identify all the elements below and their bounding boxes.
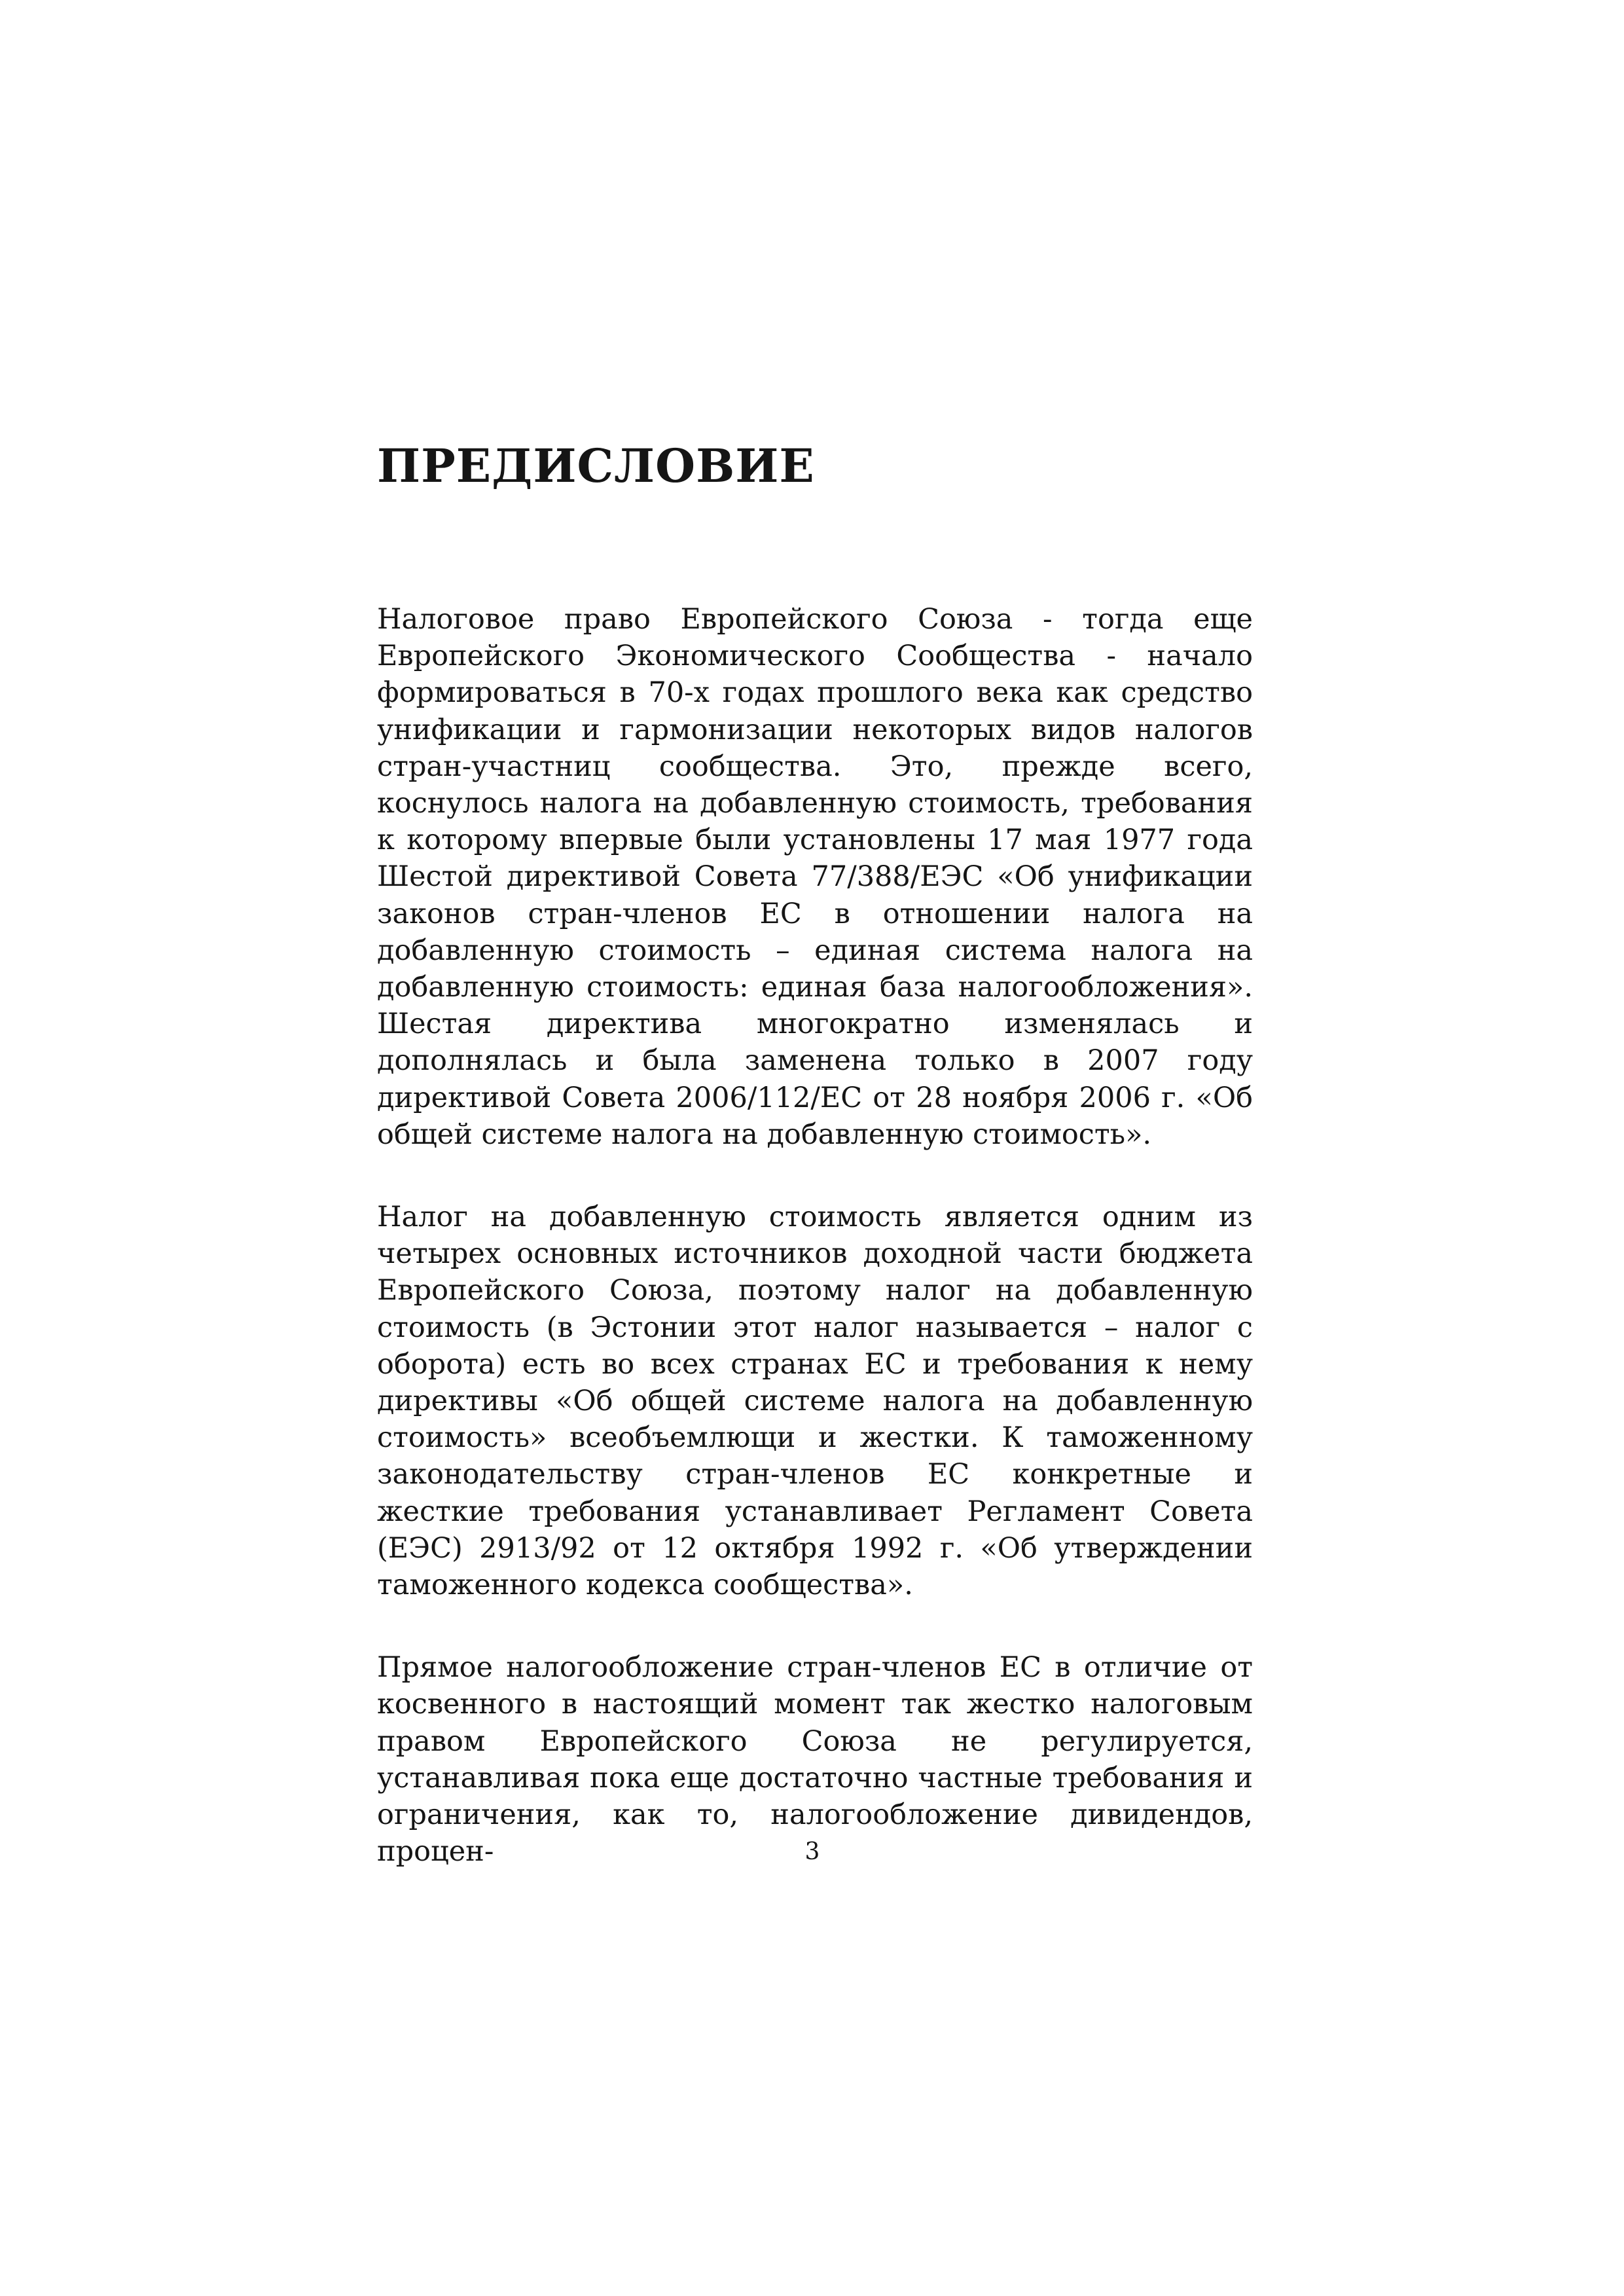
- paragraph-3: Прямое налогообложение стран-членов ЕС в отличие от косвенного в настоящий момент так жестко налоговым правом Европейского Союза не регулируется, устанавливая пока еще достаточно частные требования и ограничения, как то, налогообложение дивидендов, процен-: [377, 1651, 1253, 1868]
- paragraph-1: Налоговое право Европейского Союза - тогда еще Европейского Экономического Сообщества - начало формироваться в 70-х годах прошлого века как средство унификации и гармонизации некоторых видов налогов стран-участниц сообщества. Это, прежде всего, коснулось налога на добавленную стоимость, требования к которому впервые были установлены 17 мая 1977 года Шестой директивой Совета 77/388/ЕЭС «Об унификации законов стран-членов ЕС в отношении налога на добавленную стоимость – единая система налога на добавленную стоимость: единая база налогообложения». Шестая директива многократно изменялась и дополнялась и была заменена только в 2007 году директивой Совета 2006/112/ЕС от 28 ноября 2006 г. «Об общей системе налога на добавленную стоимость».: [377, 603, 1253, 1151]
- page-title: ПРЕДИСЛОВИЕ: [377, 439, 815, 493]
- page-number: 3: [804, 1838, 820, 1865]
- page-text-block: [377, 432, 1253, 1916]
- paragraph-2: Налог на добавленную стоимость является одним из четырех основных источников доходной части бюджета Европейского Союза, поэтому налог на добавленную стоимость (в Эстонии этот налог называется – налог с оборота) есть во всех странах ЕС и требования к нему директивы «Об общей системе налога на добавленную стоимость» всеобъемлющи и жестки. К таможенному законодательству стран-членов ЕС конкретные и жесткие требования устанавливает Регламент Совета (ЕЭС) 2913/92 от 12 октября 1992 г. «Об утверждении таможенного кодекса сообщества».: [377, 1201, 1253, 1602]
